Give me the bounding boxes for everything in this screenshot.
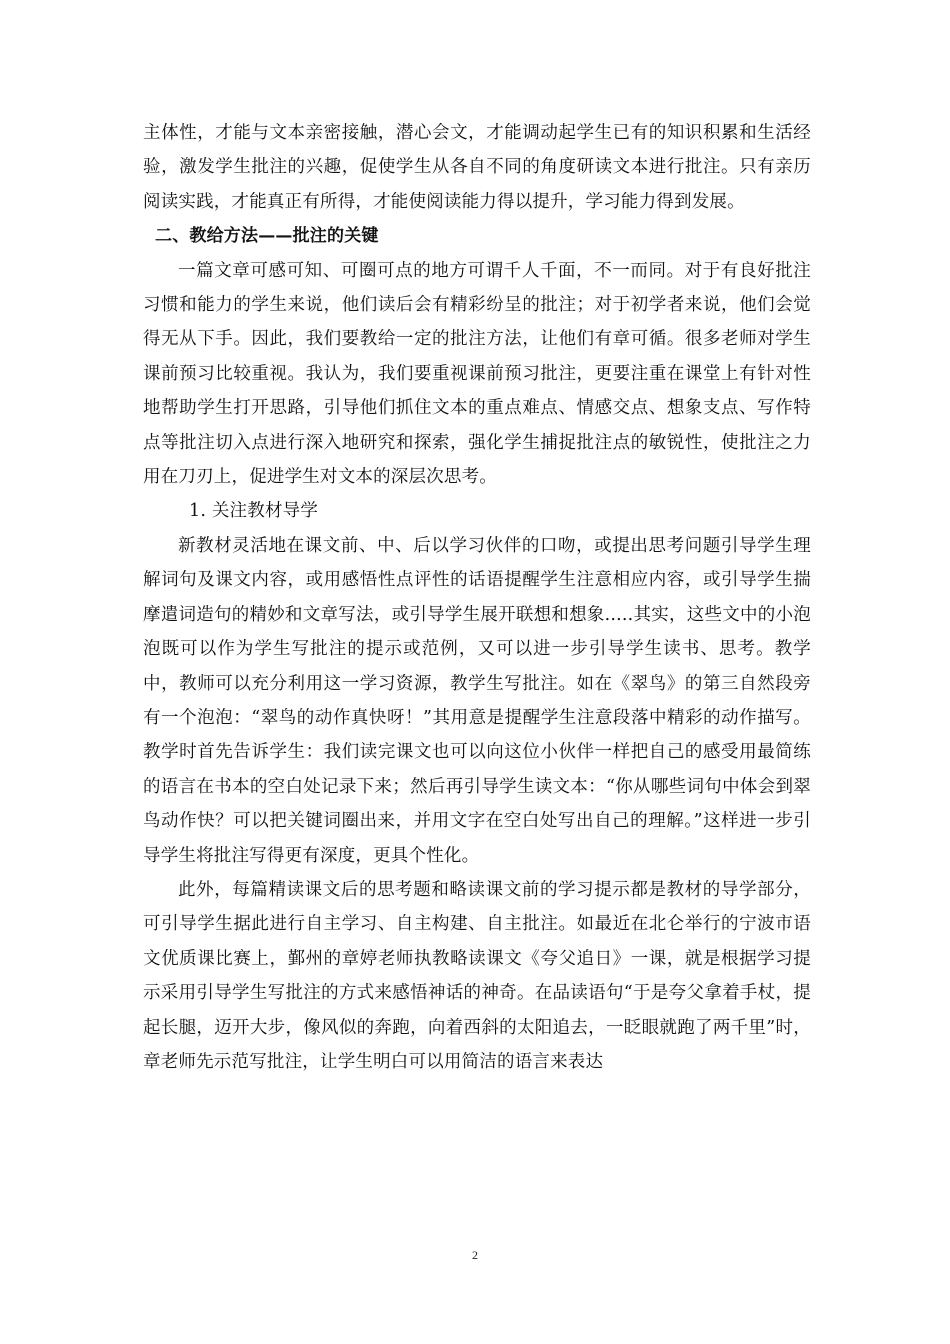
page-number: 2 — [472, 1248, 478, 1262]
document-body — [143, 116, 811, 1079]
paragraph-2: 一篇文章可感可知、可圈可点的地方可谓千人千面，不一而同。对于有良好批注习惯和能力的学生来说，他们读后会有精彩纷呈的批注；对于初学者来说，他们会觉得无从下手。因此，我们要教给一定的批注方法，让他们有章可循。很多老师对学生课前预习比较重视。我认为，我们要重视课前预习批注，更要注重在课堂上有针对性地帮助学生打开思路，引导他们抓住文本的重点难点、情感交点、想象支点、写作特点等批注切入点进行深入地研究和探索，强化学生捕捉批注点的敏锐性，使批注之力用在刀刃上，促进学生对文本的深层次思考。 — [143, 260, 811, 488]
paragraph-1: 主体性，才能与文本亲密接触，潜心会文，才能调动起学生已有的知识积累和生活经验，激发学生批注的兴趣，促使学生从各自不同的角度研读文本进行批注。只有亲历阅读实践，才能真正有所得，才能使阅读能力得以提升，学习能力得到发展。 — [143, 123, 811, 212]
paragraph-3: 新教材灵活地在课文前、中、后以学习伙伴的口吻，或提出思考问题引导学生理解词句及课文内容，或用感悟性点评性的话语提醒学生注意相应内容，或引导学生揣摩遣词造句的精妙和文章写法，或引导学生展开联想和想象.....其实，这些文中的小泡泡既可以作为学生写批注的提示或范例，又可以进一步引导学生读书、思考。教学中，教师可以充分利用这一学习资源，教学生写批注。如在《翠鸟》的第三自然段旁有一个泡泡：“翠鸟的动作真快呀！”其用意是提醒学生注意段落中精彩的动作描写。教学时首先告诉学生：我们读完课文也可以向这位小伙伴一样把自己的感受用最简练的语言在书本的空白处记录下来；然后再引导学生读文本：“你从哪些词句中体会到翠鸟动作快？可以把关键词圈出来，并用文字在空白处写出自己的理解。”这样进一步引导学生将批注写得更有深度，更具个性化。 — [143, 535, 811, 866]
subsection-heading-1: 1. 关注教材导学 — [189, 501, 319, 522]
paragraph-4: 此外，每篇精读课文后的思考题和略读课文前的学习提示都是教材的导学部分，可引导学生据此进行自主学习、自主构建、自主批注。如最近在北仑举行的宁波市语文优质课比赛上，鄞州的章婷老师执教略读课文《夸父追日》一课，就是根据学习提示采用引导学生写批注的方式来感悟神话的神奇。在品读语句“于是夸父拿着手杖，提起长腿，迈开大步，像风似的奔跑，向着西斜的太阳追去，一眨眼就跑了两千里”时，章老师先示范写批注，让学生明白可以用简洁的语言来表达 — [143, 879, 811, 1072]
section-heading-2: 二、教给方法——批注的关键 — [155, 226, 379, 247]
